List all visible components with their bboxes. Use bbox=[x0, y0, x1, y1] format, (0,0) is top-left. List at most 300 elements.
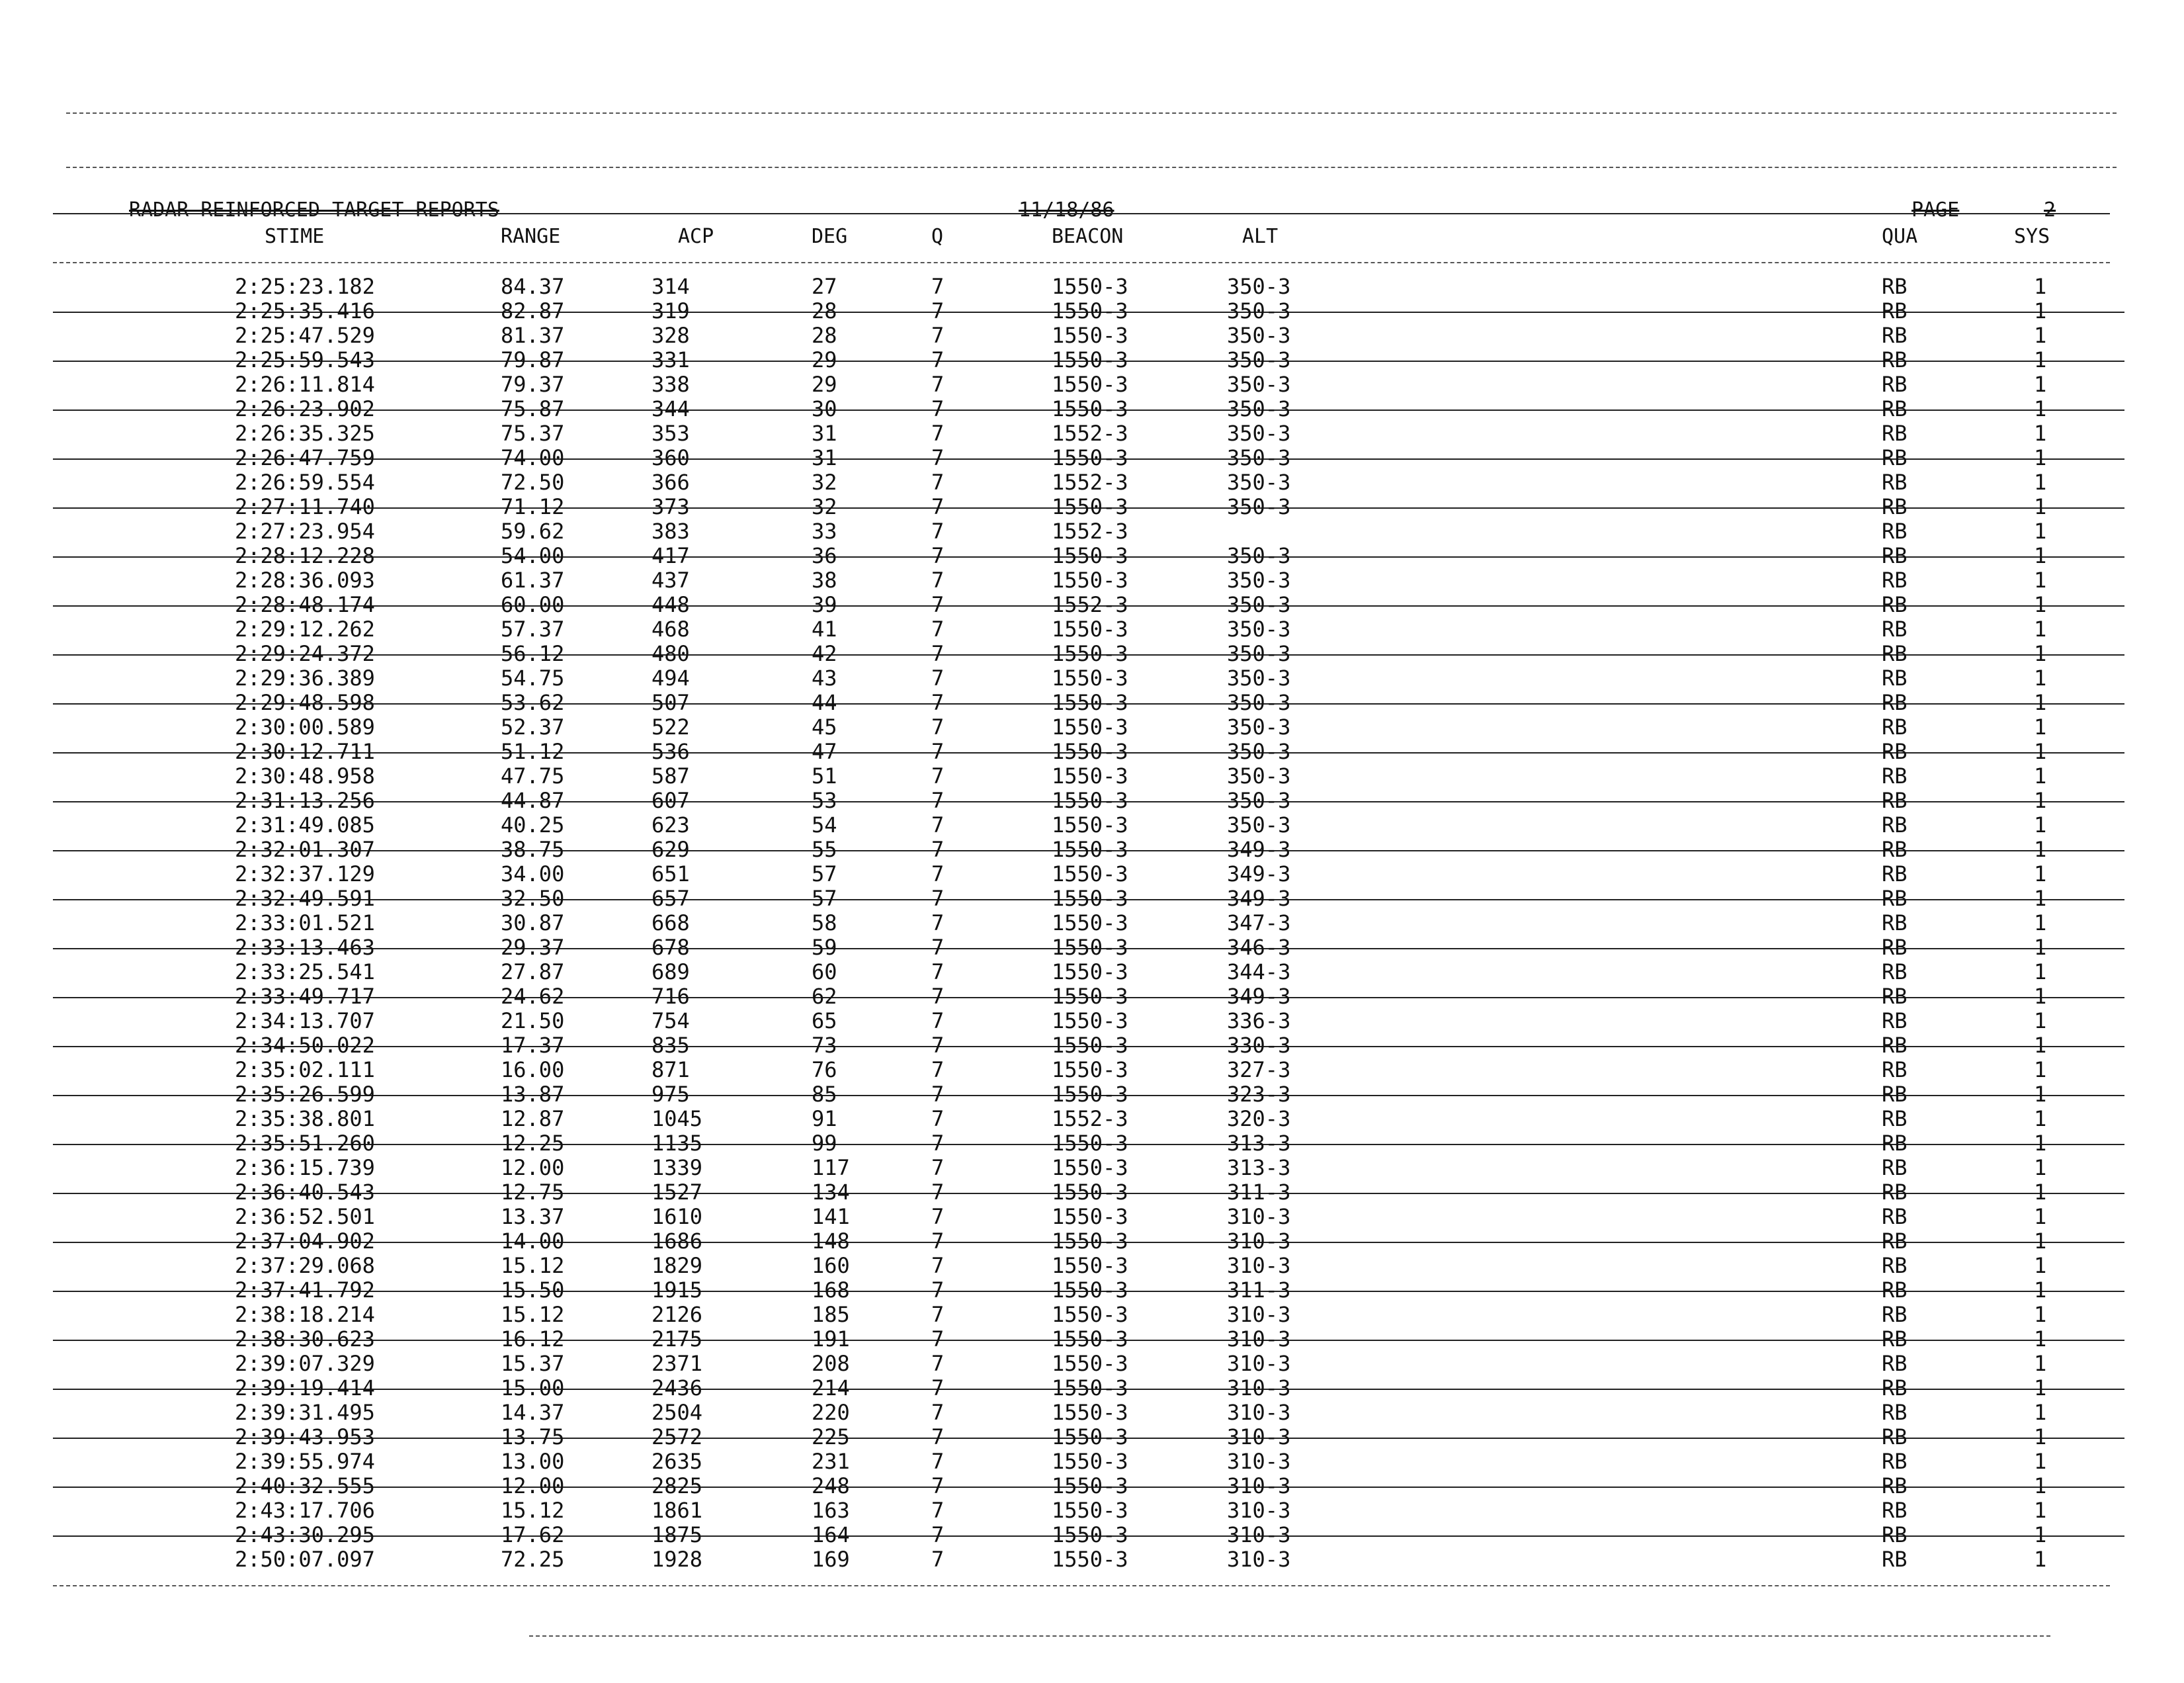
cell-range: 56.12 bbox=[501, 641, 565, 666]
cell-sys: 1 bbox=[2034, 739, 2047, 764]
cell-acp: 2126 bbox=[651, 1302, 703, 1327]
cell-alt: 350-3 bbox=[1227, 298, 1291, 324]
cell-alt: 350-3 bbox=[1227, 274, 1291, 299]
cell-q: 7 bbox=[931, 1449, 945, 1474]
cell-acp: 1915 bbox=[651, 1277, 703, 1303]
table-row bbox=[0, 1523, 2184, 1547]
cell-qua: RB bbox=[1882, 1082, 1908, 1107]
cell-range: 15.00 bbox=[501, 1375, 565, 1401]
cell-stime: 2:26:23.902 bbox=[235, 396, 375, 421]
cell-range: 84.37 bbox=[501, 274, 565, 299]
cell-alt: 313-3 bbox=[1227, 1131, 1291, 1156]
cell-qua: RB bbox=[1882, 886, 1908, 911]
cell-beacon: 1550-3 bbox=[1052, 690, 1128, 715]
cell-qua: RB bbox=[1882, 1351, 1908, 1376]
cell-qua: RB bbox=[1882, 1473, 1908, 1498]
cell-alt: 310-3 bbox=[1227, 1449, 1291, 1474]
col-qua: QUA bbox=[1882, 225, 1918, 248]
cell-range: 12.00 bbox=[501, 1155, 565, 1180]
cell-q: 7 bbox=[931, 763, 945, 789]
cell-sys: 1 bbox=[2034, 470, 2047, 495]
cell-deg: 28 bbox=[812, 323, 837, 348]
cell-deg: 29 bbox=[812, 372, 837, 397]
cell-qua: RB bbox=[1882, 470, 1908, 495]
cell-qua: RB bbox=[1882, 935, 1908, 960]
cell-range: 27.87 bbox=[501, 959, 565, 984]
cell-sys: 1 bbox=[2034, 788, 2047, 813]
table-row bbox=[0, 299, 2184, 324]
cell-sys: 1 bbox=[2034, 666, 2047, 691]
cell-deg: 53 bbox=[812, 788, 837, 813]
cell-deg: 91 bbox=[812, 1106, 837, 1131]
cell-deg: 134 bbox=[812, 1180, 850, 1205]
cell-range: 13.75 bbox=[501, 1424, 565, 1449]
cell-alt: 310-3 bbox=[1227, 1498, 1291, 1523]
cell-stime: 2:37:04.902 bbox=[235, 1229, 375, 1254]
cell-alt: 349-3 bbox=[1227, 886, 1291, 911]
cell-sys: 1 bbox=[2034, 1351, 2047, 1376]
cell-acp: 2825 bbox=[651, 1473, 703, 1498]
cell-alt: 310-3 bbox=[1227, 1547, 1291, 1572]
cell-q: 7 bbox=[931, 1253, 945, 1278]
cell-q: 7 bbox=[931, 861, 945, 886]
cell-alt: 310-3 bbox=[1227, 1326, 1291, 1352]
table-row bbox=[0, 1401, 2184, 1425]
cell-stime: 2:36:52.501 bbox=[235, 1204, 375, 1229]
table-row bbox=[0, 813, 2184, 838]
cell-deg: 55 bbox=[812, 837, 837, 862]
cell-sys: 1 bbox=[2034, 372, 2047, 397]
cell-sys: 1 bbox=[2034, 543, 2047, 568]
cell-qua: RB bbox=[1882, 1302, 1908, 1327]
cell-range: 17.62 bbox=[501, 1522, 565, 1547]
cell-q: 7 bbox=[931, 494, 945, 519]
cell-acp: 629 bbox=[651, 837, 690, 862]
cell-range: 82.87 bbox=[501, 298, 565, 324]
column-headers bbox=[0, 225, 2184, 251]
cell-beacon: 1550-3 bbox=[1052, 1033, 1128, 1058]
cell-range: 29.37 bbox=[501, 935, 565, 960]
col-beacon: BEACON bbox=[1052, 225, 1124, 248]
report-date: 11/18/86 bbox=[1019, 198, 1114, 222]
cell-alt: 350-3 bbox=[1227, 812, 1291, 838]
cell-deg: 117 bbox=[812, 1155, 850, 1180]
cell-sys: 1 bbox=[2034, 984, 2047, 1009]
cell-beacon: 1550-3 bbox=[1052, 617, 1128, 642]
cell-sys: 1 bbox=[2034, 959, 2047, 984]
cell-alt: 350-3 bbox=[1227, 592, 1291, 617]
cell-sys: 1 bbox=[2034, 861, 2047, 886]
cell-deg: 44 bbox=[812, 690, 837, 715]
cell-stime: 2:39:19.414 bbox=[235, 1375, 375, 1401]
cell-acp: 360 bbox=[651, 445, 690, 470]
cell-alt: 349-3 bbox=[1227, 984, 1291, 1009]
cell-alt: 350-3 bbox=[1227, 494, 1291, 519]
cell-acp: 331 bbox=[651, 347, 690, 372]
cell-sys: 1 bbox=[2034, 763, 2047, 789]
table-row bbox=[0, 984, 2184, 1009]
cell-stime: 2:43:30.295 bbox=[235, 1522, 375, 1547]
table-row bbox=[0, 642, 2184, 666]
table-row bbox=[0, 1131, 2184, 1156]
cell-range: 12.25 bbox=[501, 1131, 565, 1156]
cell-stime: 2:39:07.329 bbox=[235, 1351, 375, 1376]
cell-qua: RB bbox=[1882, 788, 1908, 813]
cell-sys: 1 bbox=[2034, 1277, 2047, 1303]
cell-acp: 716 bbox=[651, 984, 690, 1009]
cell-beacon: 1550-3 bbox=[1052, 1204, 1128, 1229]
cell-deg: 148 bbox=[812, 1229, 850, 1254]
cell-qua: RB bbox=[1882, 592, 1908, 617]
cell-alt: 350-3 bbox=[1227, 470, 1291, 495]
cell-q: 7 bbox=[931, 690, 945, 715]
table-row bbox=[0, 372, 2184, 397]
cell-acp: 1861 bbox=[651, 1498, 703, 1523]
cell-deg: 58 bbox=[812, 910, 837, 935]
cell-sys: 1 bbox=[2034, 1180, 2047, 1205]
cell-alt: 346-3 bbox=[1227, 935, 1291, 960]
cell-stime: 2:34:13.707 bbox=[235, 1008, 375, 1033]
bottom-rule-1 bbox=[53, 1585, 2110, 1586]
cell-qua: RB bbox=[1882, 641, 1908, 666]
cell-deg: 36 bbox=[812, 543, 837, 568]
cell-acp: 1610 bbox=[651, 1204, 703, 1229]
cell-alt: 310-3 bbox=[1227, 1204, 1291, 1229]
cell-q: 7 bbox=[931, 666, 945, 691]
cell-beacon: 1550-3 bbox=[1052, 666, 1128, 691]
cell-acp: 2572 bbox=[651, 1424, 703, 1449]
cell-sys: 1 bbox=[2034, 592, 2047, 617]
cell-stime: 2:35:38.801 bbox=[235, 1106, 375, 1131]
cell-qua: RB bbox=[1882, 617, 1908, 642]
table-row bbox=[0, 348, 2184, 372]
cell-beacon: 1550-3 bbox=[1052, 837, 1128, 862]
cell-qua: RB bbox=[1882, 445, 1908, 470]
cell-q: 7 bbox=[931, 323, 945, 348]
cell-q: 7 bbox=[931, 543, 945, 568]
cell-qua: RB bbox=[1882, 1326, 1908, 1352]
table-row bbox=[0, 593, 2184, 617]
cell-deg: 51 bbox=[812, 763, 837, 789]
cell-range: 12.87 bbox=[501, 1106, 565, 1131]
cell-alt: 311-3 bbox=[1227, 1180, 1291, 1205]
cell-stime: 2:35:51.260 bbox=[235, 1131, 375, 1156]
cell-range: 44.87 bbox=[501, 788, 565, 813]
cell-q: 7 bbox=[931, 519, 945, 544]
cell-range: 17.37 bbox=[501, 1033, 565, 1058]
table-row bbox=[0, 519, 2184, 544]
cell-deg: 191 bbox=[812, 1326, 850, 1352]
cell-q: 7 bbox=[931, 568, 945, 593]
cell-range: 57.37 bbox=[501, 617, 565, 642]
table-row bbox=[0, 1058, 2184, 1082]
page-number: 2 bbox=[2044, 198, 2056, 222]
cell-acp: 1829 bbox=[651, 1253, 703, 1278]
cell-acp: 522 bbox=[651, 714, 690, 740]
cell-beacon: 1550-3 bbox=[1052, 298, 1128, 324]
cell-deg: 73 bbox=[812, 1033, 837, 1058]
table-row bbox=[0, 691, 2184, 715]
cell-range: 53.62 bbox=[501, 690, 565, 715]
cell-acp: 338 bbox=[651, 372, 690, 397]
cell-q: 7 bbox=[931, 959, 945, 984]
report-title: RADAR REINFORCED TARGET REPORTS bbox=[129, 198, 499, 222]
cell-alt: 344-3 bbox=[1227, 959, 1291, 984]
cell-deg: 141 bbox=[812, 1204, 850, 1229]
table-row bbox=[0, 789, 2184, 813]
cell-stime: 2:50:07.097 bbox=[235, 1547, 375, 1572]
table-row bbox=[0, 1425, 2184, 1449]
cell-deg: 45 bbox=[812, 714, 837, 740]
cell-beacon: 1552-3 bbox=[1052, 592, 1128, 617]
cell-beacon: 1552-3 bbox=[1052, 470, 1128, 495]
cell-stime: 2:27:23.954 bbox=[235, 519, 375, 544]
cell-beacon: 1550-3 bbox=[1052, 1131, 1128, 1156]
cell-q: 7 bbox=[931, 1547, 945, 1572]
cell-acp: 1686 bbox=[651, 1229, 703, 1254]
cell-acp: 754 bbox=[651, 1008, 690, 1033]
report-table bbox=[0, 275, 2184, 1572]
cell-q: 7 bbox=[931, 592, 945, 617]
cell-sys: 1 bbox=[2034, 421, 2047, 446]
cell-sys: 1 bbox=[2034, 1449, 2047, 1474]
column-header-rule bbox=[53, 262, 2110, 263]
cell-q: 7 bbox=[931, 1522, 945, 1547]
cell-beacon: 1550-3 bbox=[1052, 1424, 1128, 1449]
col-deg: DEG bbox=[812, 225, 848, 248]
cell-beacon: 1550-3 bbox=[1052, 1400, 1128, 1425]
cell-deg: 28 bbox=[812, 298, 837, 324]
cell-qua: RB bbox=[1882, 396, 1908, 421]
cell-sys: 1 bbox=[2034, 812, 2047, 838]
cell-stime: 2:43:17.706 bbox=[235, 1498, 375, 1523]
col-sys: SYS bbox=[2014, 225, 2050, 248]
cell-beacon: 1550-3 bbox=[1052, 1302, 1128, 1327]
cell-q: 7 bbox=[931, 396, 945, 421]
cell-deg: 225 bbox=[812, 1424, 850, 1449]
cell-deg: 32 bbox=[812, 494, 837, 519]
cell-deg: 163 bbox=[812, 1498, 850, 1523]
cell-acp: 689 bbox=[651, 959, 690, 984]
cell-stime: 2:35:02.111 bbox=[235, 1057, 375, 1082]
table-row bbox=[0, 666, 2184, 691]
cell-acp: 1045 bbox=[651, 1106, 703, 1131]
cell-acp: 1135 bbox=[651, 1131, 703, 1156]
cell-stime: 2:40:32.555 bbox=[235, 1473, 375, 1498]
cell-sys: 1 bbox=[2034, 347, 2047, 372]
cell-sys: 1 bbox=[2034, 690, 2047, 715]
cell-q: 7 bbox=[931, 1302, 945, 1327]
cell-acp: 2436 bbox=[651, 1375, 703, 1401]
table-row bbox=[0, 1352, 2184, 1376]
cell-acp: 2635 bbox=[651, 1449, 703, 1474]
table-row bbox=[0, 715, 2184, 740]
cell-deg: 62 bbox=[812, 984, 837, 1009]
cell-qua: RB bbox=[1882, 1033, 1908, 1058]
cell-deg: 164 bbox=[812, 1522, 850, 1547]
cell-stime: 2:32:37.129 bbox=[235, 861, 375, 886]
cell-beacon: 1550-3 bbox=[1052, 739, 1128, 764]
cell-qua: RB bbox=[1882, 666, 1908, 691]
cell-beacon: 1550-3 bbox=[1052, 935, 1128, 960]
cell-deg: 27 bbox=[812, 274, 837, 299]
cell-beacon: 1550-3 bbox=[1052, 1351, 1128, 1376]
cell-alt: 313-3 bbox=[1227, 1155, 1291, 1180]
cell-qua: RB bbox=[1882, 1131, 1908, 1156]
cell-range: 59.62 bbox=[501, 519, 565, 544]
cell-q: 7 bbox=[931, 274, 945, 299]
cell-stime: 2:26:11.814 bbox=[235, 372, 375, 397]
top-rule-1 bbox=[66, 112, 2117, 114]
cell-alt: 320-3 bbox=[1227, 1106, 1291, 1131]
cell-beacon: 1550-3 bbox=[1052, 910, 1128, 935]
cell-acp: 835 bbox=[651, 1033, 690, 1058]
cell-alt: 323-3 bbox=[1227, 1082, 1291, 1107]
cell-q: 7 bbox=[931, 910, 945, 935]
cell-stime: 2:33:13.463 bbox=[235, 935, 375, 960]
cell-sys: 1 bbox=[2034, 298, 2047, 324]
cell-beacon: 1552-3 bbox=[1052, 519, 1128, 544]
table-row bbox=[0, 838, 2184, 862]
cell-qua: RB bbox=[1882, 1229, 1908, 1254]
cell-deg: 220 bbox=[812, 1400, 850, 1425]
table-row bbox=[0, 495, 2184, 519]
cell-q: 7 bbox=[931, 1351, 945, 1376]
cell-deg: 29 bbox=[812, 347, 837, 372]
cell-deg: 65 bbox=[812, 1008, 837, 1033]
cell-range: 71.12 bbox=[501, 494, 565, 519]
cell-deg: 31 bbox=[812, 421, 837, 446]
cell-deg: 32 bbox=[812, 470, 837, 495]
cell-qua: RB bbox=[1882, 1522, 1908, 1547]
cell-beacon: 1550-3 bbox=[1052, 274, 1128, 299]
col-range: RANGE bbox=[501, 225, 561, 248]
cell-qua: RB bbox=[1882, 347, 1908, 372]
cell-q: 7 bbox=[931, 1082, 945, 1107]
cell-acp: 668 bbox=[651, 910, 690, 935]
cell-beacon: 1550-3 bbox=[1052, 347, 1128, 372]
cell-alt: 310-3 bbox=[1227, 1522, 1291, 1547]
cell-alt: 350-3 bbox=[1227, 788, 1291, 813]
cell-beacon: 1550-3 bbox=[1052, 1155, 1128, 1180]
cell-beacon: 1550-3 bbox=[1052, 1326, 1128, 1352]
cell-q: 7 bbox=[931, 445, 945, 470]
cell-sys: 1 bbox=[2034, 1229, 2047, 1254]
cell-deg: 248 bbox=[812, 1473, 850, 1498]
cell-acp: 1339 bbox=[651, 1155, 703, 1180]
cell-range: 79.87 bbox=[501, 347, 565, 372]
table-row bbox=[0, 1033, 2184, 1058]
table-row bbox=[0, 1376, 2184, 1401]
cell-deg: 99 bbox=[812, 1131, 837, 1156]
cell-deg: 38 bbox=[812, 568, 837, 593]
cell-deg: 39 bbox=[812, 592, 837, 617]
cell-alt: 350-3 bbox=[1227, 617, 1291, 642]
cell-sys: 1 bbox=[2034, 1106, 2047, 1131]
cell-sys: 1 bbox=[2034, 1375, 2047, 1401]
cell-acp: 468 bbox=[651, 617, 690, 642]
cell-alt: 350-3 bbox=[1227, 739, 1291, 764]
cell-q: 7 bbox=[931, 641, 945, 666]
cell-beacon: 1550-3 bbox=[1052, 1547, 1128, 1572]
cell-alt: 310-3 bbox=[1227, 1473, 1291, 1498]
cell-range: 14.00 bbox=[501, 1229, 565, 1254]
cell-sys: 1 bbox=[2034, 714, 2047, 740]
cell-alt: 310-3 bbox=[1227, 1229, 1291, 1254]
cell-sys: 1 bbox=[2034, 617, 2047, 642]
cell-alt: 327-3 bbox=[1227, 1057, 1291, 1082]
cell-range: 15.12 bbox=[501, 1302, 565, 1327]
cell-q: 7 bbox=[931, 886, 945, 911]
cell-alt: 350-3 bbox=[1227, 690, 1291, 715]
cell-sys: 1 bbox=[2034, 1204, 2047, 1229]
cell-stime: 2:33:49.717 bbox=[235, 984, 375, 1009]
cell-alt: 347-3 bbox=[1227, 910, 1291, 935]
cell-q: 7 bbox=[931, 1155, 945, 1180]
cell-q: 7 bbox=[931, 1326, 945, 1352]
cell-beacon: 1550-3 bbox=[1052, 812, 1128, 838]
cell-deg: 76 bbox=[812, 1057, 837, 1082]
cell-qua: RB bbox=[1882, 837, 1908, 862]
cell-stime: 2:39:43.953 bbox=[235, 1424, 375, 1449]
cell-alt: 336-3 bbox=[1227, 1008, 1291, 1033]
cell-qua: RB bbox=[1882, 1057, 1908, 1082]
cell-acp: 480 bbox=[651, 641, 690, 666]
cell-acp: 657 bbox=[651, 886, 690, 911]
cell-q: 7 bbox=[931, 1277, 945, 1303]
cell-alt: 310-3 bbox=[1227, 1424, 1291, 1449]
cell-range: 54.00 bbox=[501, 543, 565, 568]
cell-acp: 437 bbox=[651, 568, 690, 593]
cell-qua: RB bbox=[1882, 739, 1908, 764]
cell-qua: RB bbox=[1882, 861, 1908, 886]
bottom-rule-2 bbox=[529, 1635, 2050, 1637]
cell-beacon: 1550-3 bbox=[1052, 788, 1128, 813]
cell-q: 7 bbox=[931, 298, 945, 324]
cell-stime: 2:28:48.174 bbox=[235, 592, 375, 617]
cell-sys: 1 bbox=[2034, 1522, 2047, 1547]
cell-stime: 2:36:40.543 bbox=[235, 1180, 375, 1205]
cell-stime: 2:37:41.792 bbox=[235, 1277, 375, 1303]
cell-stime: 2:30:12.711 bbox=[235, 739, 375, 764]
cell-beacon: 1550-3 bbox=[1052, 1229, 1128, 1254]
cell-qua: RB bbox=[1882, 984, 1908, 1009]
cell-q: 7 bbox=[931, 421, 945, 446]
cell-acp: 366 bbox=[651, 470, 690, 495]
cell-alt: 310-3 bbox=[1227, 1400, 1291, 1425]
cell-range: 15.37 bbox=[501, 1351, 565, 1376]
cell-qua: RB bbox=[1882, 421, 1908, 446]
cell-sys: 1 bbox=[2034, 910, 2047, 935]
cell-sys: 1 bbox=[2034, 323, 2047, 348]
cell-deg: 168 bbox=[812, 1277, 850, 1303]
cell-qua: RB bbox=[1882, 1155, 1908, 1180]
table-row bbox=[0, 886, 2184, 911]
cell-q: 7 bbox=[931, 1204, 945, 1229]
cell-acp: 328 bbox=[651, 323, 690, 348]
table-row bbox=[0, 470, 2184, 495]
cell-beacon: 1552-3 bbox=[1052, 421, 1128, 446]
cell-range: 74.00 bbox=[501, 445, 565, 470]
cell-alt: 350-3 bbox=[1227, 372, 1291, 397]
cell-alt: 350-3 bbox=[1227, 666, 1291, 691]
cell-sys: 1 bbox=[2034, 1253, 2047, 1278]
cell-acp: 314 bbox=[651, 274, 690, 299]
cell-beacon: 1550-3 bbox=[1052, 763, 1128, 789]
cell-range: 13.87 bbox=[501, 1082, 565, 1107]
cell-range: 15.12 bbox=[501, 1253, 565, 1278]
cell-sys: 1 bbox=[2034, 1498, 2047, 1523]
